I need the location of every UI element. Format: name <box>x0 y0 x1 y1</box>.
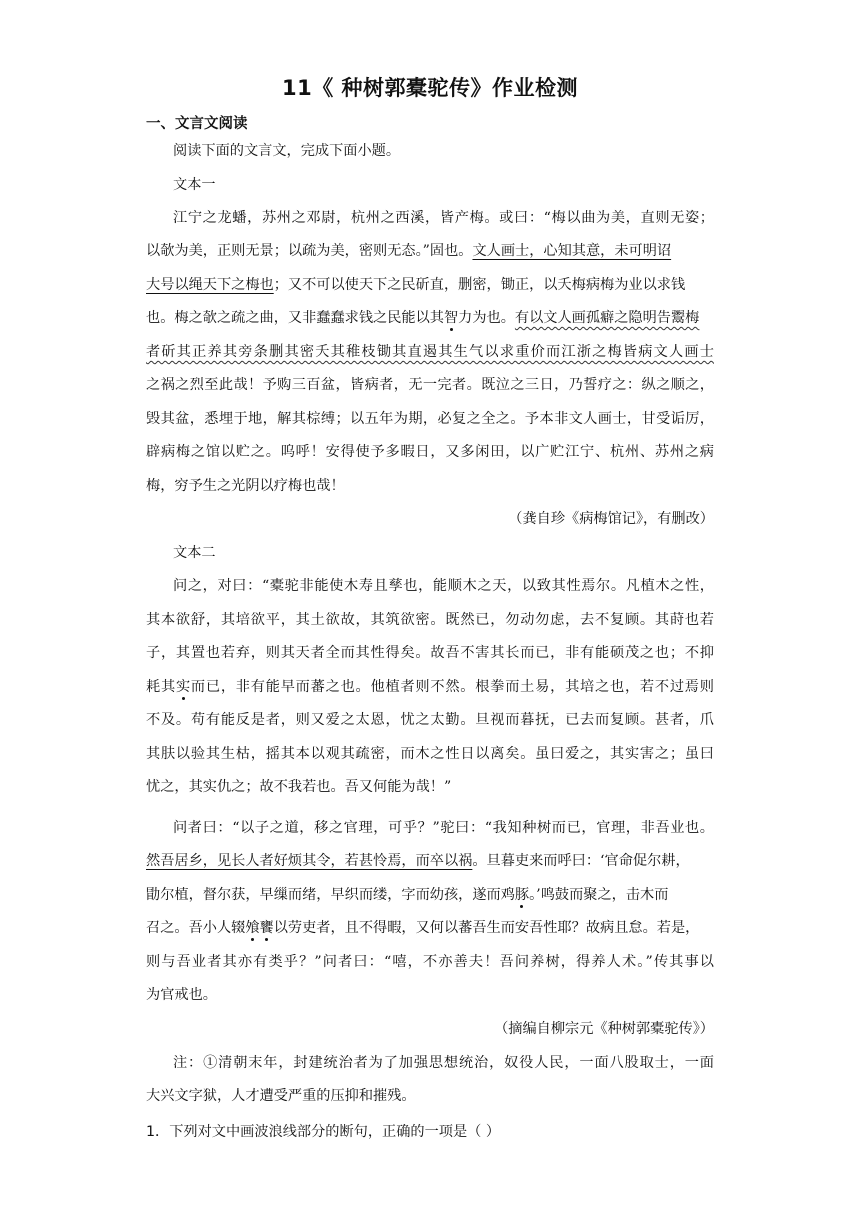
underlined-phrase: 大号以绳天下之梅也 <box>146 277 274 293</box>
text2-line: 忧之，其实仇之；故不我若也。吾又何能为哉！” <box>146 779 452 795</box>
text2-line: 子，其置也若弃，则其天者全而其性得矣。故吾不害其长而已，非有能硕茂之也；不抑 <box>146 645 714 661</box>
dotted-char: 豚 <box>514 887 530 903</box>
text1-source: （龚自珍《病梅馆记》，有删改） <box>508 511 714 527</box>
text2-line <box>146 918 714 938</box>
wavy-underlined-phrase: 有以文人画孤癖之隐明告鬻梅 <box>514 310 700 326</box>
text2-line: 则与吾业者其亦有类乎？”问者曰：“嘻，不亦善夫！吾问养树，得养人术。”传其事以 <box>146 954 714 970</box>
text-span: 也。梅之欹之疏之曲，又非蠢蠢求钱之民能以其 <box>146 310 444 326</box>
text2-label: 文本二 <box>173 545 216 561</box>
text1-line: 梅，穷予生之光阴以疗梅也哉！ <box>146 478 345 494</box>
instruction: 阅读下面的文言文，完成下面小题。 <box>173 143 401 159</box>
text2-line: 不及。苟有能反是者，则又爱之太恩，忧之太勤。旦视而暮抚，已去而复顾。甚者，爪 <box>146 712 714 728</box>
dotted-char: 飧 <box>245 920 260 936</box>
section-heading: 一、文言文阅读 <box>146 116 248 132</box>
text2-line: 其本欲舒，其培欲平，其土欲故，其筑欲密。既然已，勿动勿虑，去不复顾。其莳也若 <box>146 612 714 628</box>
dotted-char: 智 <box>443 310 459 326</box>
text-span: 。旦暮吏来而呼曰：‘官命促尔耕， <box>472 853 690 869</box>
text2-line: 问之，对曰：“橐驼非能使木寿且孳也，能顺木之天，以致其性焉尔。凡植木之性， <box>173 578 714 594</box>
text1-line <box>146 342 714 362</box>
text2-line: 问者曰：“以子之道，移之官理，可乎？”驼曰：“我知种树而已，官理，非吾业也。 <box>173 820 714 836</box>
dotted-char: 实 <box>175 679 191 695</box>
underlined-phrase: 然吾居乡，见长人者好烦其令，若甚怜焉，而卒以祸 <box>146 853 473 869</box>
text1-line <box>146 308 714 328</box>
text1-label: 文本一 <box>173 177 216 193</box>
text-span: 耗其 <box>146 679 176 695</box>
question-1: 1．下列对文中画波浪线部分的断句，正确的一项是（ ） <box>146 1124 501 1140</box>
text-span: 。’鸣鼓而聚之，击木而 <box>529 887 669 903</box>
note-line: 注：①清朝末年，封建统治者为了加强思想统治，奴役人民，一面八股取士，一面 <box>173 1055 714 1071</box>
note-line: 大兴文字狱，人才遭受严重的压抑和摧残。 <box>146 1088 416 1104</box>
text-span: 以欹为美，正则无景；以疏为美，密则无态。”固也。 <box>146 243 473 259</box>
text2-line <box>146 677 714 697</box>
dotted-char: 饔 <box>259 920 274 936</box>
text2-line: 其肤以验其生枯，摇其本以观其疏密，而木之性日以离矣。虽曰爱之，其实害之；虽曰 <box>146 746 714 762</box>
underlined-phrase: 文人画士，心知其意，未可明诏 <box>472 243 672 259</box>
text1-line: 之祸之烈至此哉！予购三百盆，皆病者，无一完者。既泣之三日，乃誓疗之：纵之顺之， <box>146 377 714 393</box>
text1-line: 辟病梅之馆以贮之。呜呼！安得使予多暇日，又多闲田，以广贮江宁、杭州、苏州之病 <box>146 444 714 460</box>
text-span: 召之。吾小人辍 <box>146 920 246 936</box>
text-span: ；又不可以使天下之民斫直，删密，锄正，以夭梅病梅为业以求钱 <box>273 277 686 293</box>
text2-source: （摘编自柳宗元《种树郭橐驼传》） <box>494 1021 714 1037</box>
text-span: 力为也。 <box>458 310 515 326</box>
wavy-underlined-phrase: 者斫其正养其旁条删其密夭其稚枝锄其直遏其生气以求重价而江浙之梅皆病文人画士 <box>146 344 714 360</box>
text2-line <box>146 851 714 871</box>
text2-line <box>146 885 714 905</box>
text1-line: 毁其盆，悉埋于地，解其棕缚；以五年为期，必复之全之。予本非文人画士，甘受诟厉， <box>146 411 714 427</box>
text2-line: 为官戒也。 <box>146 987 217 1003</box>
text-span: 勖尔植，督尔获，早缫而绪，早织而缕，字而幼孩，遂而鸡 <box>146 887 515 903</box>
text-span: 而已，非有能早而蕃之也。他植者则不然。根拳而土易，其培之也，若不过焉则 <box>190 679 714 695</box>
text1-line <box>146 275 714 295</box>
page-title: 11《 种树郭橐驼传》作业检测 <box>281 76 579 100</box>
text-span: 以劳吏者，且不得暇，又何以蕃吾生而安吾性耶？故病且怠。若是， <box>273 920 700 936</box>
text1-line <box>146 241 714 261</box>
text1-line: 江宁之龙蟠，苏州之邓尉，杭州之西溪，皆产梅。或曰：“梅以曲为美，直则无姿； <box>173 210 714 226</box>
